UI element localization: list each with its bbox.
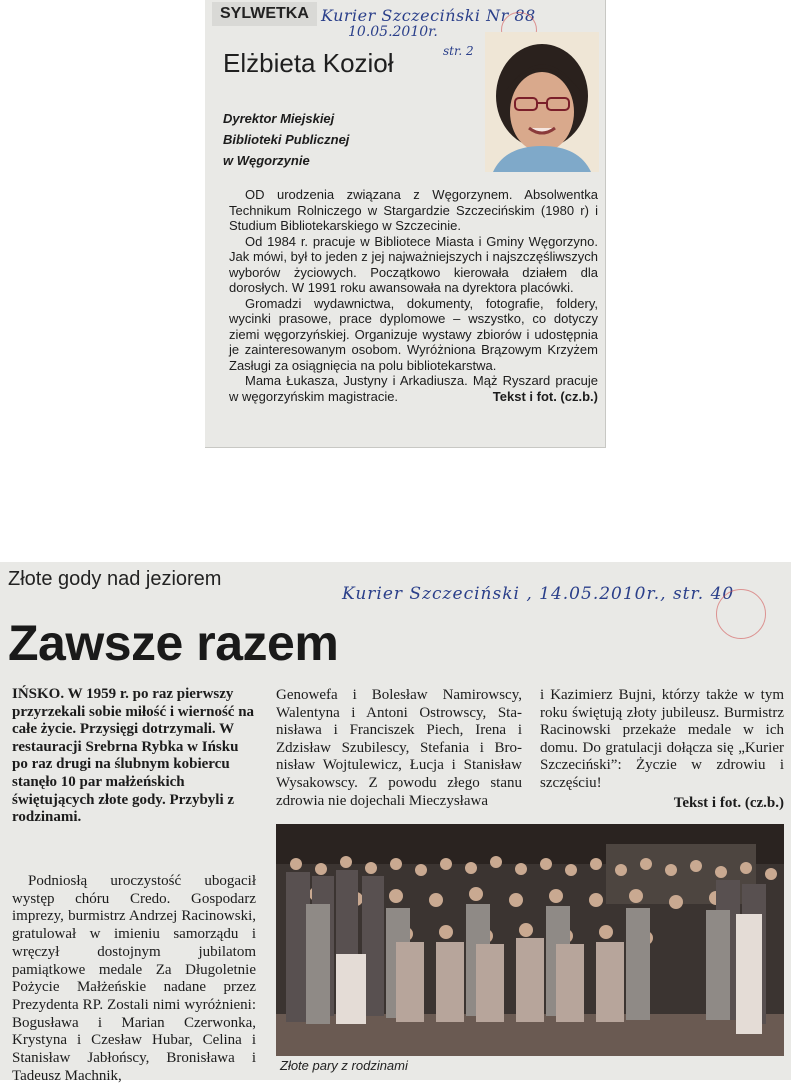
portrait-photo bbox=[485, 32, 599, 172]
article-column-3 bbox=[540, 687, 784, 812]
profile-clipping bbox=[205, 0, 606, 448]
profile-role bbox=[223, 108, 473, 171]
profile-body bbox=[229, 187, 598, 404]
handwritten-date: 10.05.2010r. bbox=[348, 24, 438, 40]
article-clipping bbox=[0, 562, 791, 1084]
paragraph: OD urodzenia związana z Węgorzynem. Absolwentka Technikum Rolniczego w Stargardzie Szczecińskim (1980 r) i Studium Bibliotekarskiego w Szczecinie. bbox=[229, 187, 598, 233]
paragraph: Od 1984 r. pracuje w Bibliotece Miasta i Gminy Węgorzyno. Jak mówi, był to jeden z jej najważniejszych i najszczęśliwszych wyborów życiowych. Początkowo kierowała działem dla dorosłych. W 1991 roku awansowała na dyrektora placówki. bbox=[229, 233, 598, 295]
article-headline: Zawsze razem bbox=[8, 615, 339, 671]
profile-name: Elżbieta Kozioł bbox=[223, 48, 394, 78]
article-column-2 bbox=[276, 687, 522, 810]
paragraph-text: Mama Łukasza, Justyny i Arkadiusza. Mąż Ryszard pracuje w węgorzyńskim magistracie. bbox=[229, 373, 598, 404]
library-stamp bbox=[716, 589, 766, 639]
lead-text: W 1959 r. po raz pierwszy przyrzekali sobie miłość i wierność na całe życie. Przysięgi dotrzymali. W restauracji Srebrna Rybka w Ińsku po raz drugi na ślubnym kobiercu stanęło 10 par małżeńskich świętujących złote gody. Przybyli z rodzinami. bbox=[12, 686, 255, 826]
role-line: Biblioteki Publicznej bbox=[223, 132, 350, 147]
role-line: w Węgorzynie bbox=[223, 153, 310, 168]
article-kicker: Złote gody nad jeziorem bbox=[8, 568, 222, 590]
article-column-1 bbox=[12, 873, 256, 1085]
author-credit: Tekst i fot. (cz.b.) bbox=[673, 794, 784, 811]
article-lead bbox=[12, 686, 256, 827]
group-photo bbox=[276, 824, 784, 1056]
handwritten-source: Kurier Szczeciński , 14.05.2010r., str. 40 bbox=[342, 584, 735, 604]
handwritten-source: Kurier Szczeciński Nr 88 bbox=[321, 6, 536, 25]
paragraph: Genowefa i Bolesław Namirowscy, Walentyna i Antoni Ostrowscy, Stanisława i Franciszek Piech, Irena i Zdzisław Szubilescy, Stefania i Bronisław Wojtulewicz, Łucja i Stanisław Wysakowscy. Z powodu złego stanu zdrowia nie dojechali Mieczysława bbox=[276, 687, 522, 809]
photo-caption: Złote pary z rodzinami bbox=[280, 1058, 408, 1073]
paragraph: i Kazimierz Bujni, którzy także w tym roku świętują złoty jubileusz. Burmistrz Racinowski przekaże medale w ich domu. Do gratulacji dołącza się „Kurier Szczeciński”: Życzie w zdrowiu i szczęściu! bbox=[540, 687, 784, 791]
handwritten-page: str. 2 bbox=[443, 44, 474, 58]
lead-place: IŃSKO. bbox=[12, 686, 65, 702]
role-line: Dyrektor Miejskiej bbox=[223, 111, 335, 126]
paragraph: Gromadzi wydawnictwa, dokumenty, fotografie, foldery, wycinki prasowe, prace dyplomowe – wszystko, co dotyczy ziemi węgorzyńskiej. Organizuje wystawy zbiorów i udostępnia je zainteresowanym osobom. Wyróżniona Brązowym Krzyżem Zasługi za osiągnięcia na polu bibliotekarstwa. bbox=[229, 295, 598, 373]
paragraph bbox=[229, 373, 598, 404]
section-tag: SYLWETKA bbox=[212, 2, 317, 26]
author-credit: Tekst i fot. (cz.b.) bbox=[492, 388, 598, 404]
paragraph: Podniosłą uroczystość ubogacił występ chóru Credo. Gospodarz imprezy, burmistrz Andrzej Racinowski, gratulował w imieniu samorządu i wręczył dostojnym jubilatom pamiątkowe medale Za Długoletnie Pożycie Małżeńskie nadane przez Prezydenta RP. Zostali nimi wyróżnieni: Bogusława i Marian Czerwonka, Krystyna i Czesław Hubar, Celina i Stanisław Jabłońscy, Bronisława i Tadeusz Machnik, bbox=[12, 873, 256, 1084]
